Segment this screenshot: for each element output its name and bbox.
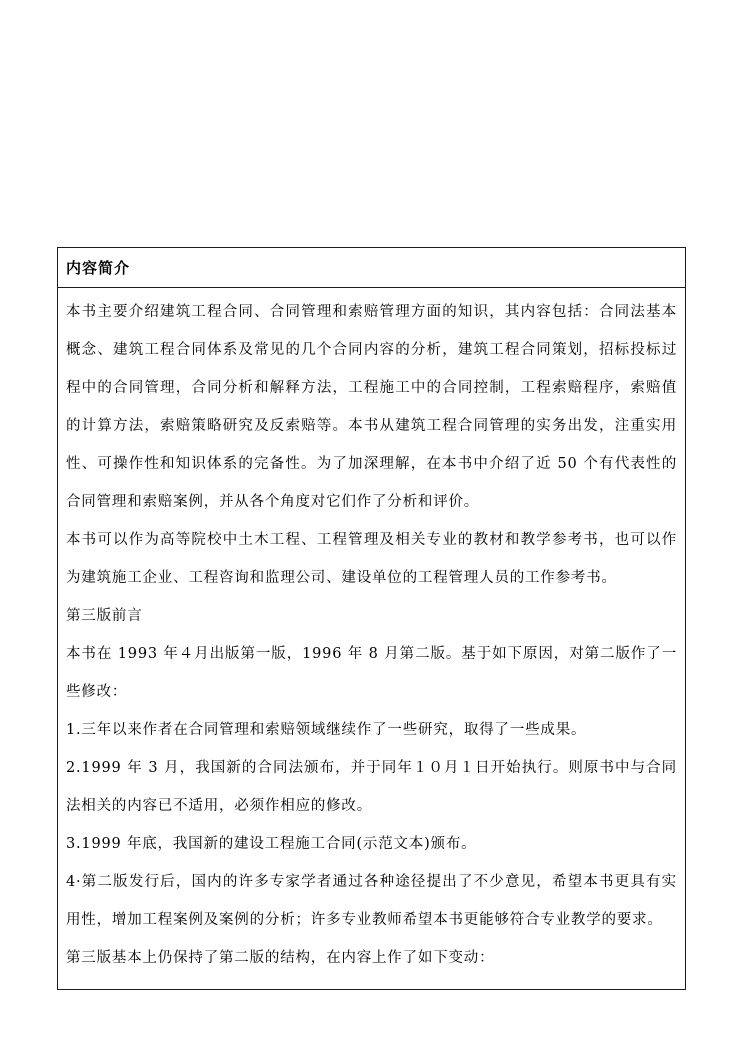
paragraph: 3.1999 年底，我国新的建设工程施工合同(示范文本)颁布。 bbox=[66, 836, 477, 852]
paragraph: 4·第二版发行后，国内的许多专家学者通过各种途径提出了不少意见，希望本书更具有实用性，增加工程案例及案例的分析；许多专业教师希望本书更能够符合专业教学的要求。 bbox=[66, 874, 677, 928]
paragraph: 本书在 1993 年４月出版第一版，1996 年 8 月第二版。基于如下原因，对第二版作了一些修改： bbox=[66, 646, 677, 700]
paragraph: 第三版基本上仍保持了第二版的结构，在内容上作了如下变动： bbox=[66, 950, 495, 966]
table-header-cell bbox=[58, 248, 685, 288]
paragraph: 2.1999 年 3 月，我国新的合同法颁布，并于同年１０月１日开始执行。则原书中与合同法相关的内容已不适用，必须作相应的修改。 bbox=[66, 760, 677, 814]
paragraph: 第三版前言 bbox=[66, 608, 143, 624]
section-title: 内容简介 bbox=[66, 259, 131, 277]
paragraph: 本书主要介绍建筑工程合同、合同管理和索赔管理方面的知识，其内容包括：合同法基本概念、建筑工程合同体系及常见的几个合同内容的分析，建筑工程合同策划，招标投标过程中的合同管理，合同分析和解释方法，工程施工中的合同控制，工程索赔程序，索赔值的计算方法，索赔策略研究及反索赔等。本书从建筑工程合同管理的实务出发，注重实用性、可操作性和知识体系的完备性。为了加深理解，在本书中介绍了近 50 个有代表性的合同管理和索赔案例，并从各个角度对它们作了分析和评价。 bbox=[66, 304, 677, 510]
paragraph: 本书可以作为高等院校中土木工程、工程管理及相关专业的教材和教学参考书，也可以作为建筑施工企业、工程咨询和监理公司、建设单位的工程管理人员的工作参考书。 bbox=[66, 532, 677, 586]
content-summary-table bbox=[57, 247, 686, 990]
paragraph: 1.三年以来作者在合同管理和索赔领域继续作了一些研究，取得了一些成果。 bbox=[66, 722, 587, 738]
table-body-cell bbox=[58, 288, 685, 989]
